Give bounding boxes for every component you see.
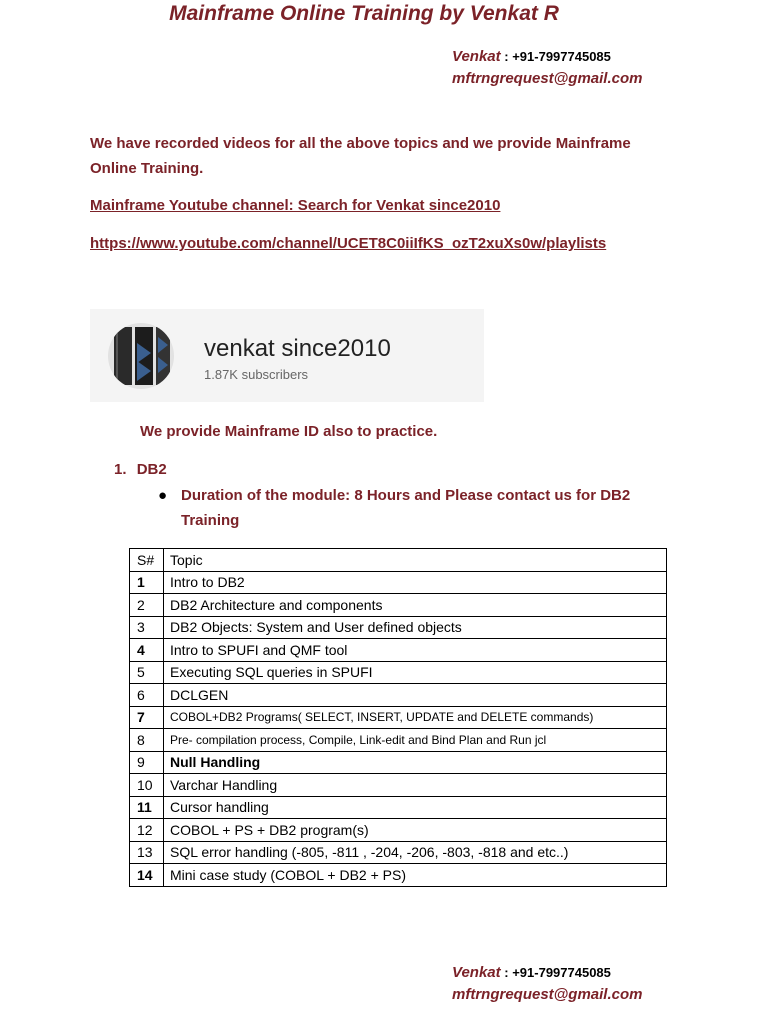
- table-row: [130, 661, 667, 684]
- row-topic: Intro to DB2: [164, 571, 667, 594]
- row-num: 2: [130, 594, 164, 617]
- table-row: [130, 796, 667, 819]
- row-topic: Executing SQL queries in SPUFI: [164, 661, 667, 684]
- table-row: [130, 639, 667, 662]
- row-topic: Pre- compilation process, Compile, Link-edit and Bind Plan and Run jcl: [164, 729, 667, 752]
- row-num: 3: [130, 616, 164, 639]
- section-heading: [114, 457, 167, 482]
- row-num: 8: [130, 729, 164, 752]
- table-row: [130, 616, 667, 639]
- row-num: 9: [130, 751, 164, 774]
- table-row: [130, 706, 667, 729]
- row-topic: DCLGEN: [164, 684, 667, 707]
- practice-note: We provide Mainframe ID also to practice.: [140, 423, 438, 440]
- youtube-url-link[interactable]: https://www.youtube.com/channel/UCET8C0iiIfKS_ozT2xuXs0w/playlists: [90, 235, 607, 252]
- row-num: 12: [130, 819, 164, 842]
- table-row: [130, 751, 667, 774]
- table-header-row: [130, 549, 667, 572]
- table-row: [130, 594, 667, 617]
- contact-separator: :: [500, 965, 513, 980]
- bullet-icon: ●: [158, 487, 168, 504]
- contact-separator: :: [500, 49, 513, 64]
- intro-line-2: Online Training.: [90, 160, 204, 177]
- contact-email[interactable]: mftrngrequest@gmail.com: [452, 70, 643, 87]
- row-topic: Null Handling: [164, 751, 667, 774]
- table-row: [130, 841, 667, 864]
- row-topic: Varchar Handling: [164, 774, 667, 797]
- row-topic: COBOL+DB2 Programs( SELECT, INSERT, UPDATE and DELETE commands): [164, 706, 667, 729]
- row-num: 14: [130, 864, 164, 887]
- row-num: 5: [130, 661, 164, 684]
- row-topic: COBOL + PS + DB2 program(s): [164, 819, 667, 842]
- intro-line-1: We have recorded videos for all the above topics and we provide Mainframe: [90, 135, 631, 152]
- table-row: [130, 864, 667, 887]
- row-topic: DB2 Architecture and components: [164, 594, 667, 617]
- header-num: S#: [130, 549, 164, 572]
- contact-name: Venkat: [452, 48, 501, 65]
- channel-card[interactable]: [90, 309, 484, 402]
- table-row: [130, 571, 667, 594]
- table-row: [130, 774, 667, 797]
- table-row: [130, 819, 667, 842]
- section-number: 1.: [114, 461, 127, 478]
- contact-email[interactable]: mftrngrequest@gmail.com: [452, 986, 643, 1003]
- bullet-item: [158, 483, 678, 533]
- channel-name: venkat since2010: [204, 335, 391, 362]
- row-num: 4: [130, 639, 164, 662]
- row-num: 10: [130, 774, 164, 797]
- channel-avatar: [108, 323, 174, 389]
- section-name: DB2: [136, 461, 167, 478]
- contact-phone: +91-7997745085: [512, 965, 611, 980]
- row-topic: Mini case study (COBOL + DB2 + PS): [164, 864, 667, 887]
- row-num: 13: [130, 841, 164, 864]
- row-topic: Cursor handling: [164, 796, 667, 819]
- intro-paragraph: [90, 131, 631, 181]
- contact-name: Venkat: [452, 964, 501, 981]
- row-num: 1: [130, 571, 164, 594]
- row-topic: DB2 Objects: System and User defined objects: [164, 616, 667, 639]
- table-row: [130, 729, 667, 752]
- row-num: 11: [130, 796, 164, 819]
- header-topic: Topic: [164, 549, 667, 572]
- topics-table: [129, 548, 667, 887]
- table-row: [130, 684, 667, 707]
- row-topic: Intro to SPUFI and QMF tool: [164, 639, 667, 662]
- row-num: 7: [130, 706, 164, 729]
- channel-subscribers: 1.87K subscribers: [204, 367, 309, 382]
- youtube-search-link[interactable]: Mainframe Youtube channel: Search for Venkat since2010: [90, 197, 501, 214]
- mainframe-server-icon: [108, 323, 174, 389]
- row-num: 6: [130, 684, 164, 707]
- bullet-line-2: Training: [181, 512, 240, 529]
- contact-bottom: [452, 964, 611, 982]
- row-topic: SQL error handling (-805, -811 , -204, -206, -803, -818 and etc..): [164, 841, 667, 864]
- page-title: Mainframe Online Training by Venkat R: [169, 2, 559, 25]
- bullet-line-1: Duration of the module: 8 Hours and Please contact us for DB2: [181, 487, 631, 504]
- contact-phone: +91-7997745085: [512, 49, 611, 64]
- contact-top: [452, 48, 611, 66]
